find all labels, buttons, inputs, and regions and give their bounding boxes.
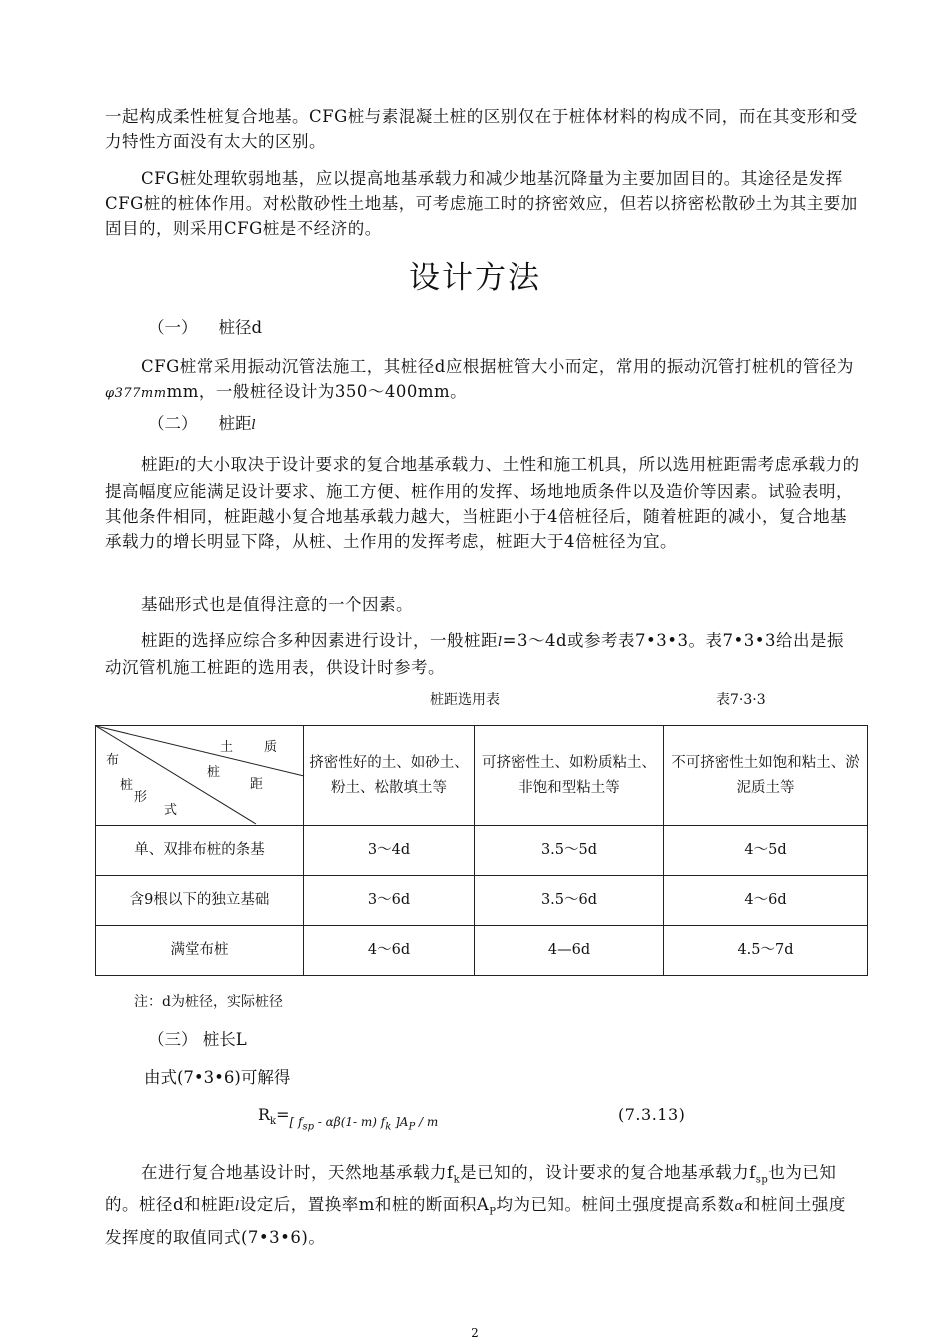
paragraph-1: 一起构成柔性桩复合地基。CFG桩与素混凝土桩的区别仅在于桩体材料的构成不同，而在其变形和受力特性方面没有太大的区别。	[105, 107, 858, 151]
table-cell: 4—6d	[475, 926, 664, 976]
equation-number: (7.3.13)	[618, 1105, 686, 1124]
table-cell: 3.5～6d	[475, 876, 664, 926]
table-caption: 桩距选用表	[430, 692, 500, 708]
section-heading: 设计方法	[409, 260, 541, 296]
table-cell: 3～6d	[304, 876, 475, 926]
paragraph-2: CFG桩处理软弱地基，应以提高地基承载力和减少地基沉降量为主要加固目的。其途径是发挥CFG桩的桩体作用。对松散砂性土地基，可考虑施工时的挤密效应，但若以挤密松散砂土为其主要加固目的，则采用CFG桩是不经济的。	[105, 169, 858, 238]
subsection-2-body-3: 桩距的选择应综合多种因素进行设计，一般桩距l=3～4d或参考表7•3•3。表7•3•3给出是振动沉管机施工桩距的选用表，供设计时参考。	[105, 631, 844, 677]
table-corner-cell: 土 质 布 桩 距 桩 形 式	[96, 726, 304, 826]
table-number: 表7·3·3	[716, 692, 766, 708]
subsection-2-body-2: 基础形式也是值得注意的一个因素。	[141, 595, 413, 614]
table-cell: 4～6d	[664, 876, 868, 926]
table-cell: 4～6d	[304, 926, 475, 976]
pile-spacing-table	[95, 725, 868, 976]
subsection-2-body-1: 桩距l的大小取决于设计要求的复合地基承载力、土性和施工机具，所以选用桩距需考虑承载力的提高幅度应能满足设计要求、施工方便、桩作用的发挥、场地地质条件以及造价等因素。试验表明，其他条件相同，桩距越小复合地基承载力越大，当桩距小于4倍桩径后，随着桩距的减小，复合地基承载力的增长明显下降，从桩、土作用的发挥考虑，桩距大于4倍桩径为宜。	[105, 455, 860, 551]
column-header: 不可挤密性土如饱和粘土、淤泥质土等	[664, 726, 868, 826]
row-label: 满堂布桩	[96, 926, 304, 976]
table-note: 注：d为桩径，实际桩径	[134, 994, 283, 1010]
table-row	[96, 826, 868, 876]
table-cell: 3.5～5d	[475, 826, 664, 876]
table-cell: 4～5d	[664, 826, 868, 876]
table-row	[96, 926, 868, 976]
formula-intro: 由式(7•3•6)可解得	[144, 1068, 291, 1087]
subsection-1-title: （一） 桩径d	[148, 318, 263, 337]
subsection-2-title: （二） 桩距l	[148, 414, 256, 433]
subsection-1-body: CFG桩常采用振动沉管法施工，其桩径d应根据桩管大小而定，常用的振动沉管打桩机的管径为φ377mmmm，一般桩径设计为350～400mm。	[105, 357, 854, 401]
table-header-row	[96, 726, 868, 826]
formula: $R_k=_{[ f_{sp} - \alpha\beta(1- m) f_k ]A_P / m}$	[258, 1105, 439, 1133]
page-number: 2	[471, 1326, 479, 1340]
column-header: 挤密性好的土、如砂土、粉土、松散填土等	[304, 726, 475, 826]
subsection-3-body: 在进行复合地基设计时，天然地基承载力$f_k$是已知的，设计要求的复合地基承载力$f_{sp}$也为已知的。桩径d和桩距l设定后，置换率m和桩的断面积$A_P$均为已知。桩间土强度提高系数α和桩间土强度发挥度的取值同式(7•3•6)。	[105, 1163, 846, 1247]
column-header: 可挤密性土、如粉质粘土、非饱和型粘土等	[475, 726, 664, 826]
table-cell: 3～4d	[304, 826, 475, 876]
row-label: 单、双排布桩的条基	[96, 826, 304, 876]
row-label: 含9根以下的独立基础	[96, 876, 304, 926]
subsection-3-title: （三） 桩长L	[148, 1030, 247, 1049]
table-cell: 4.5～7d	[664, 926, 868, 976]
table-row	[96, 876, 868, 926]
